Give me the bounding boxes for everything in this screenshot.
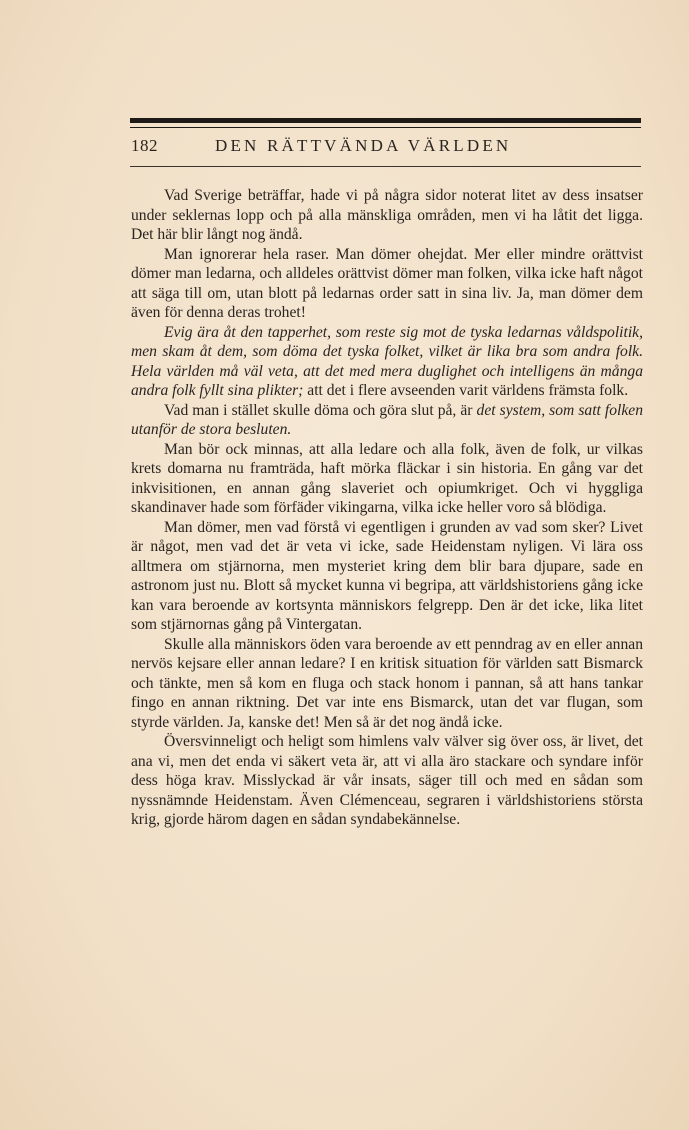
- header-rule-thick: [130, 118, 641, 123]
- paragraph-italic-text: det system, som satt folken utanför de stora besluten.: [131, 401, 644, 438]
- paragraph-text: att det i flere avseenden varit världens främsta folk.: [303, 382, 629, 399]
- running-title: DEN RÄTTVÄNDA VÄRLDEN: [215, 136, 512, 155]
- paragraph-text: Vad Sverige beträffar, hade vi på några sidor noterat litet av dess insatser under seklernas lopp och på alla mänskliga områden, men vi ha låtit det ligga. Det här blir långt nog ändå.: [131, 187, 643, 243]
- paragraph: [131, 245, 643, 323]
- paragraph: [131, 732, 643, 830]
- paragraph: [131, 440, 643, 518]
- paragraph: [131, 635, 643, 733]
- paragraph: [131, 401, 643, 440]
- paragraph-text: Man ignorerar hela raser. Man dömer ohejdat. Mer eller mindre orättvist dömer man ledarna, och alldeles orättvist dömer man folken, vilka icke haft något att säga till om, utan blott på ledarnas order satt in sina liv. Ja, man dömer dem även för denna deras trohet!: [131, 245, 643, 321]
- paragraph-text: Vad man i stället skulle döma och göra slut på, är: [164, 401, 477, 419]
- paragraph-text: Skulle alla människors öden vara beroende av ett penndrag av en eller annan nervös kejsare eller annan ledare? I en kritisk situation för världen satt Bismarck och tänkte, men så kom en fluga och stack honom i pannan, så att hans tankar fingo en annan riktning. Det var inte ens Bismarck, utan det var flugan, som styrde världen. Ja, kanske det! Men så är det nog ändå icke.: [131, 635, 643, 731]
- paragraph: [131, 186, 643, 245]
- paragraph-text: Man dömer, men vad förstå vi egentligen i grunden av vad som sker? Livet är något, men vad det är veta vi icke, sade Heidenstam nyligen. Vi lära oss alltmera om stjärnorna, men mysteriet kring dem blir bara djupare, sade en astronom just nu. Blott så mycket kunna vi begripa, att världshistoriens gång icke kan vara beroende av kortsynta människors felgrepp. Den är det icke, lika litet som stjärnornas gång på Vintergatan.: [131, 518, 643, 633]
- paragraph: [131, 323, 643, 401]
- paragraph-text: Översvinneligt och heligt som himlens valv välver sig över oss, är livet, det ana vi, men det enda vi säkert veta är, att vi alla äro stackare och syndare inför dess höga krav. Misslyckad är vår insats, säger till och med en sådan som nyssnämnde Heidenstam. Även Clémenceau, segraren i världshistoriens största krig, gjorde härom dagen en sådan syndabekännelse.: [131, 733, 643, 828]
- paragraph-text: Man bör ock minnas, att alla ledare och alla folk, även de folk, ur vilkas krets domarna nu framträda, haft mörka fläckar i sin historia. En gång var det inkvisitionen, en annan gång slaveriet och opiumkriget. Och vi hyggliga skandinaver hade som förfäder vikingarna, vilka icke heller voro så blödiga.: [131, 440, 643, 516]
- paragraph-italic-text: Evig ära åt den tapperhet, som reste sig mot de tyska ledarnas våldspolitik, men skam åt dem, som döma det tyska folket, vilket är lika bra som andra folk. Hela världen må väl veta, att det med mera duglighet och intelligens än många andra folk fyllt sina plikter;: [131, 323, 643, 399]
- header-underline: [130, 166, 641, 167]
- body-text: [131, 186, 643, 830]
- paragraph: [131, 518, 643, 635]
- header-rule-thin: [130, 127, 641, 128]
- page-number: 182: [131, 136, 158, 155]
